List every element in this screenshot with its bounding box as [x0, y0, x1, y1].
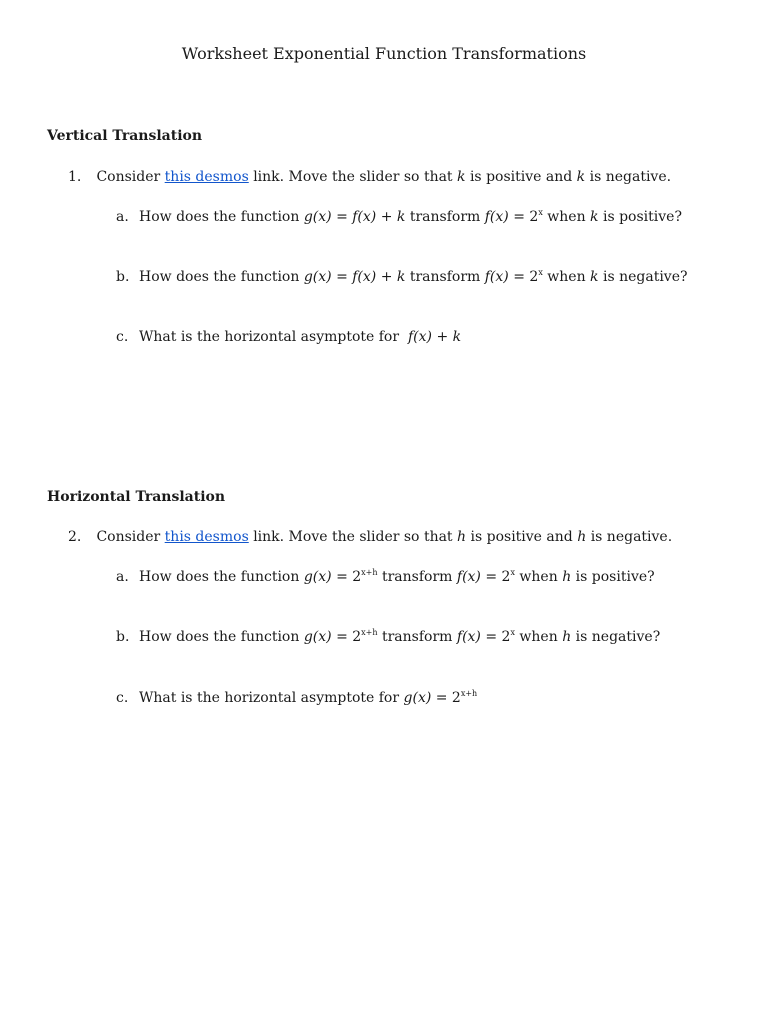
- math-eq: = 2: [435, 690, 461, 706]
- math-exponent: x+h: [460, 689, 478, 698]
- desmos-link-2[interactable]: this desmos: [164, 529, 249, 545]
- sub-label: a.: [116, 569, 129, 585]
- question-number: 1.: [68, 169, 82, 185]
- math-fx: f(x): [484, 209, 509, 225]
- math-eq: = 2: [336, 569, 362, 585]
- sub-text: transform: [381, 629, 453, 645]
- math-exponent: x: [510, 568, 515, 577]
- math-eq: =: [336, 269, 348, 285]
- sub-label: b.: [116, 269, 130, 285]
- sub-label: c.: [116, 690, 129, 706]
- math-fx: f(x): [352, 209, 377, 225]
- math-eq: = 2: [485, 629, 511, 645]
- question-text: is negative.: [589, 169, 672, 185]
- question-number: 2.: [68, 529, 82, 545]
- math-plus: +: [436, 329, 449, 345]
- math-k: k: [590, 209, 599, 225]
- sub-label: c.: [116, 329, 129, 345]
- math-exponent: x: [538, 208, 543, 217]
- variable-h: h: [457, 529, 467, 545]
- math-k: k: [452, 329, 462, 345]
- sub-text: is positive?: [575, 569, 655, 585]
- question-2c: [116, 690, 477, 706]
- question-1c: [116, 329, 461, 345]
- question-text: is positive and: [469, 169, 573, 185]
- sub-text: transform: [409, 269, 481, 285]
- variable-h: h: [577, 529, 587, 545]
- math-eq: = 2: [336, 629, 362, 645]
- math-exponent: x+h: [361, 568, 378, 577]
- math-fx: f(x): [407, 329, 432, 345]
- math-k: k: [396, 269, 406, 285]
- math-fx: f(x): [352, 269, 377, 285]
- math-fx: f(x): [456, 629, 481, 645]
- question-text: Consider: [96, 169, 161, 185]
- math-plus: +: [380, 209, 393, 225]
- question-2: [68, 529, 672, 545]
- sub-text: How does the function: [139, 269, 300, 285]
- math-gx: g(x): [303, 629, 332, 645]
- math-fx: f(x): [456, 569, 481, 585]
- question-1: [68, 169, 671, 185]
- sub-label: a.: [116, 209, 129, 225]
- variable-k: k: [576, 169, 586, 185]
- math-gx: g(x): [403, 690, 432, 706]
- sub-text: when: [547, 269, 586, 285]
- section-heading-horizontal: Horizontal Translation: [47, 489, 226, 505]
- math-exponent: x: [510, 628, 515, 637]
- sub-text: transform: [409, 209, 481, 225]
- math-eq: = 2: [485, 569, 511, 585]
- question-text: link. Move the slider so that: [253, 529, 453, 545]
- math-h: h: [562, 569, 572, 585]
- sub-text: when: [547, 209, 586, 225]
- math-k: k: [590, 269, 599, 285]
- math-eq: =: [336, 209, 348, 225]
- math-exponent: x: [538, 268, 543, 277]
- sub-text: What is the horizontal asymptote for: [139, 329, 400, 345]
- question-2b: [116, 629, 660, 645]
- sub-text: How does the function: [139, 569, 300, 585]
- math-gx: g(x): [303, 569, 332, 585]
- sub-text: is positive?: [602, 209, 682, 225]
- math-h: h: [562, 629, 572, 645]
- math-fx: f(x): [484, 269, 509, 285]
- math-gx: g(x): [303, 209, 332, 225]
- sub-text: How does the function: [139, 629, 300, 645]
- question-text: is positive and: [470, 529, 573, 545]
- question-text: link. Move the slider so that: [253, 169, 453, 185]
- question-text: is negative.: [590, 529, 673, 545]
- section-heading-vertical: Vertical Translation: [47, 128, 203, 144]
- math-eq: = 2: [513, 269, 539, 285]
- sub-text: What is the horizontal asymptote for: [139, 690, 400, 706]
- math-gx: g(x): [303, 269, 332, 285]
- variable-k: k: [457, 169, 466, 185]
- sub-label: b.: [116, 629, 130, 645]
- sub-text: when: [519, 569, 558, 585]
- page-title: Worksheet Exponential Function Transformations: [181, 44, 587, 63]
- desmos-link-1[interactable]: this desmos: [164, 169, 249, 185]
- math-plus: +: [380, 269, 393, 285]
- sub-text: transform: [381, 569, 453, 585]
- sub-text: when: [519, 629, 558, 645]
- question-2a: [116, 569, 655, 585]
- question-text: Consider: [96, 529, 161, 545]
- sub-text: How does the function: [139, 209, 300, 225]
- math-k: k: [396, 209, 406, 225]
- sub-text: is negative?: [602, 269, 688, 285]
- math-eq: = 2: [513, 209, 539, 225]
- sub-text: is negative?: [575, 629, 661, 645]
- math-exponent: x+h: [361, 628, 378, 637]
- question-1b: [116, 269, 688, 285]
- question-1a: [116, 209, 682, 225]
